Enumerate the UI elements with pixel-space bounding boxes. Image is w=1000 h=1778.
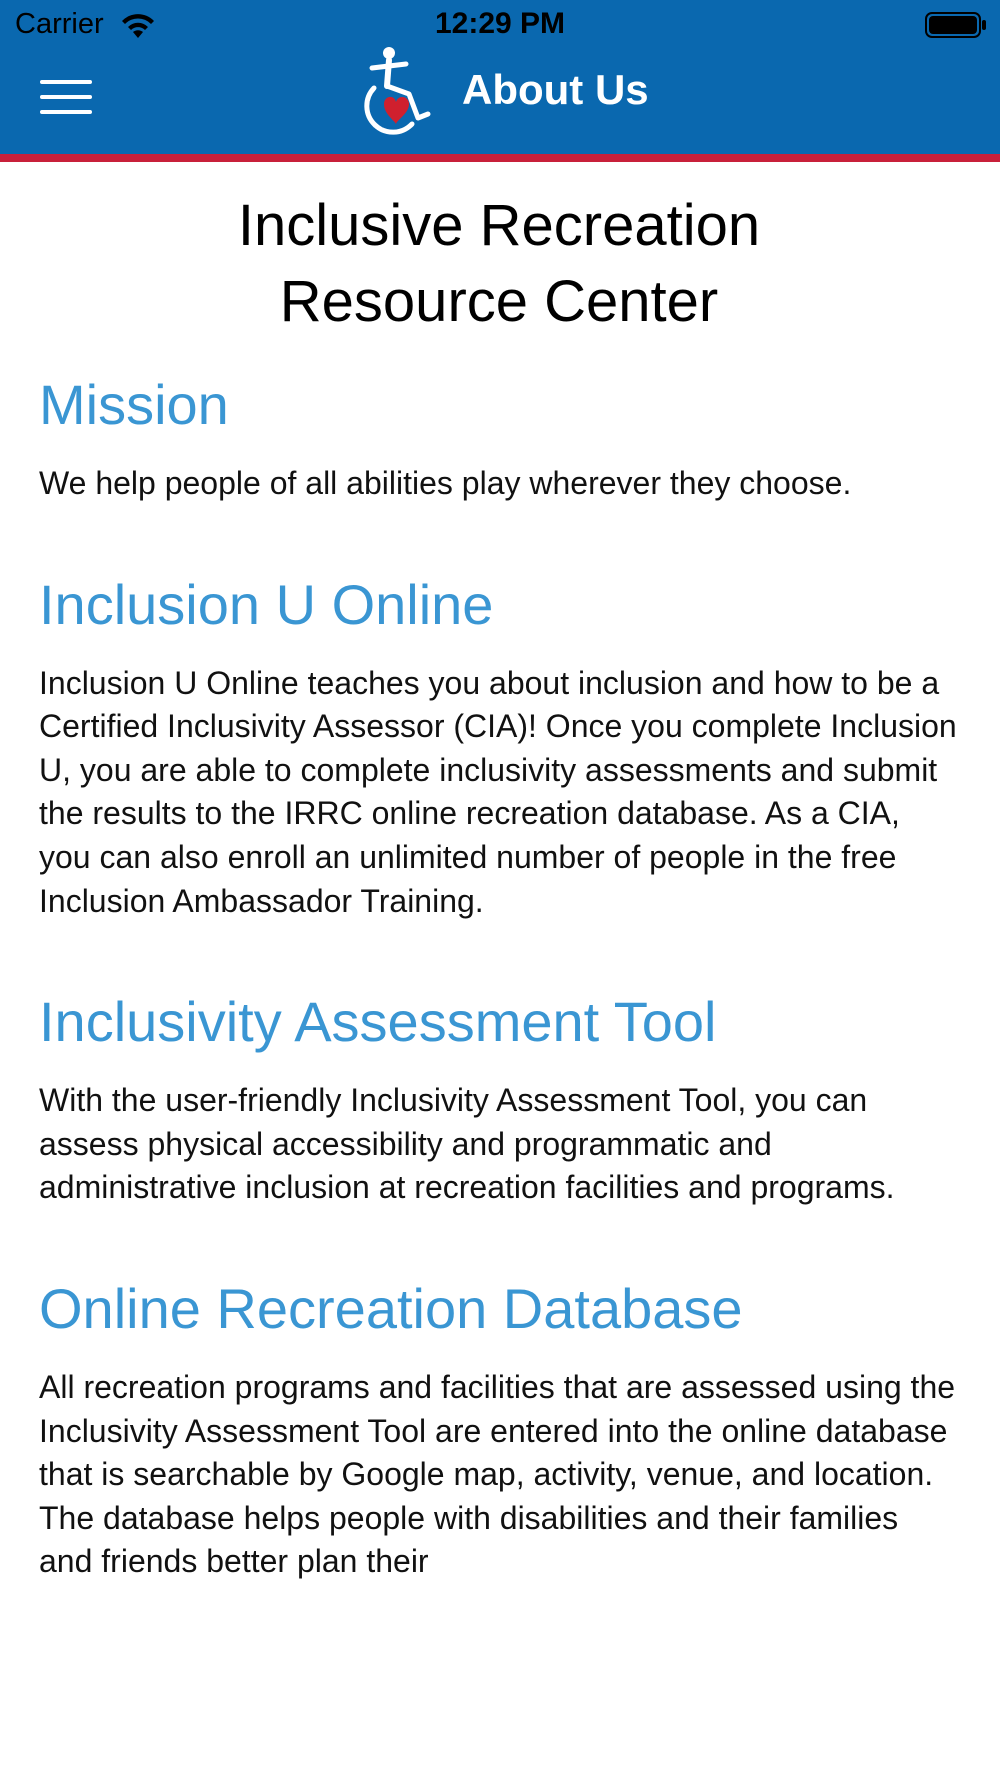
main-content xyxy=(39,170,959,1648)
carrier-label: Carrier xyxy=(15,8,104,40)
section-inclusion-u-online xyxy=(39,570,959,924)
status-time: 12:29 PM xyxy=(434,7,566,40)
page-title-line2: Resource Center xyxy=(279,269,719,334)
section-online-recreation-database xyxy=(39,1274,959,1584)
wheelchair-heart-logo-icon xyxy=(354,46,440,138)
hamburger-menu-icon[interactable] xyxy=(40,78,94,116)
section-text: With the user-friendly Inclusivity Assessment Tool, you can assess physical accessibility and programmatic and administrative inclusion at recreation facilities and programs. xyxy=(39,1082,895,1206)
header-title: About Us xyxy=(462,66,649,113)
status-bar xyxy=(0,0,1000,50)
section-text: All recreation programs and facilities that are assessed using the Inclusivity Assessment Tool are entered into the online database that is searchable by Google map, activity, venue, and location. The database helps people with disabilities and their families and friends better plan their xyxy=(39,1368,956,1580)
section-heading: Online Recreation Database xyxy=(39,1276,743,1340)
battery-icon xyxy=(925,12,987,38)
section-text: We help people of all abilities play wherever they choose. xyxy=(39,465,852,501)
section-heading: Inclusivity Assessment Tool xyxy=(39,990,717,1054)
section-text: Inclusion U Online teaches you about inclusion and how to be a Certified Inclusivity Assessor (CIA)! Once you complete Inclusion U, you are able to complete inclusivity assessments and submit the results to the IRRC online recreation database. As a CIA, you can also enroll an unlimited number of people in the free Inclusion Ambassador Training. xyxy=(39,664,957,919)
section-inclusivity-assessment-tool xyxy=(39,987,959,1210)
page-title xyxy=(39,188,959,340)
header-accent-border xyxy=(0,154,1000,162)
section-mission xyxy=(39,370,959,506)
section-heading: Mission xyxy=(39,373,229,436)
page-title-line1: Inclusive Recreation xyxy=(237,193,761,258)
section-heading: Inclusion U Online xyxy=(39,572,494,636)
